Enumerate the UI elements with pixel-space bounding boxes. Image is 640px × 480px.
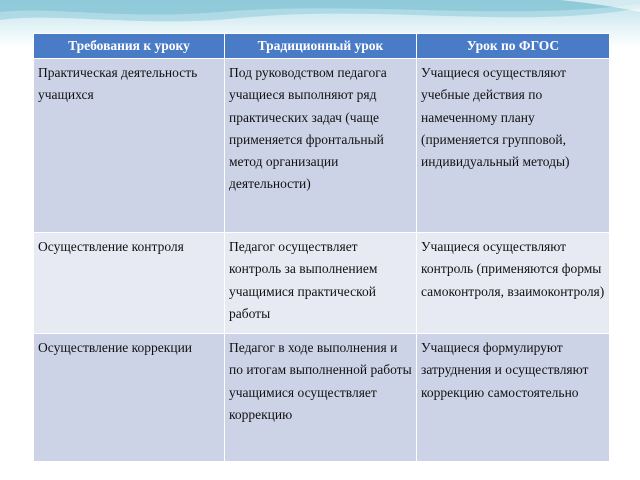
cell-fgos: Учащиеся осуществляют учебные действия по намеченному плану (применяется групповой, индивидуальный методы): [417, 59, 610, 233]
header-requirements: Требования к уроку: [34, 34, 225, 59]
cell-traditional: Педагог в ходе выполнения и по итогам выполненной работы учащимися осуществляет коррекцию: [225, 334, 417, 462]
cell-fgos: Учащиеся формулируют затруднения и осуществляют коррекцию самостоятельно: [417, 334, 610, 462]
cell-requirement: Практическая деятельность учащихся: [34, 59, 225, 233]
cell-requirement: Осуществление контроля: [34, 233, 225, 334]
table-row: [34, 59, 610, 233]
cell-fgos: Учащиеся осуществляют контроль (применяются формы самоконтроля, взаимоконтроля): [417, 233, 610, 334]
cell-traditional: Педагог осуществляет контроль за выполнением учащимися практической работы: [225, 233, 417, 334]
comparison-table: [33, 33, 610, 462]
cell-traditional: Под руководством педагога учащиеся выполняют ряд практических задач (чаще применяется фронтальный метод организации деятельности): [225, 59, 417, 233]
table-row: [34, 233, 610, 334]
header-fgos-lesson: Урок по ФГОС: [417, 34, 610, 59]
header-traditional-lesson: Традиционный урок: [225, 34, 417, 59]
table-header-row: [34, 34, 610, 59]
cell-requirement: Осуществление коррекции: [34, 334, 225, 462]
table-row: [34, 334, 610, 462]
